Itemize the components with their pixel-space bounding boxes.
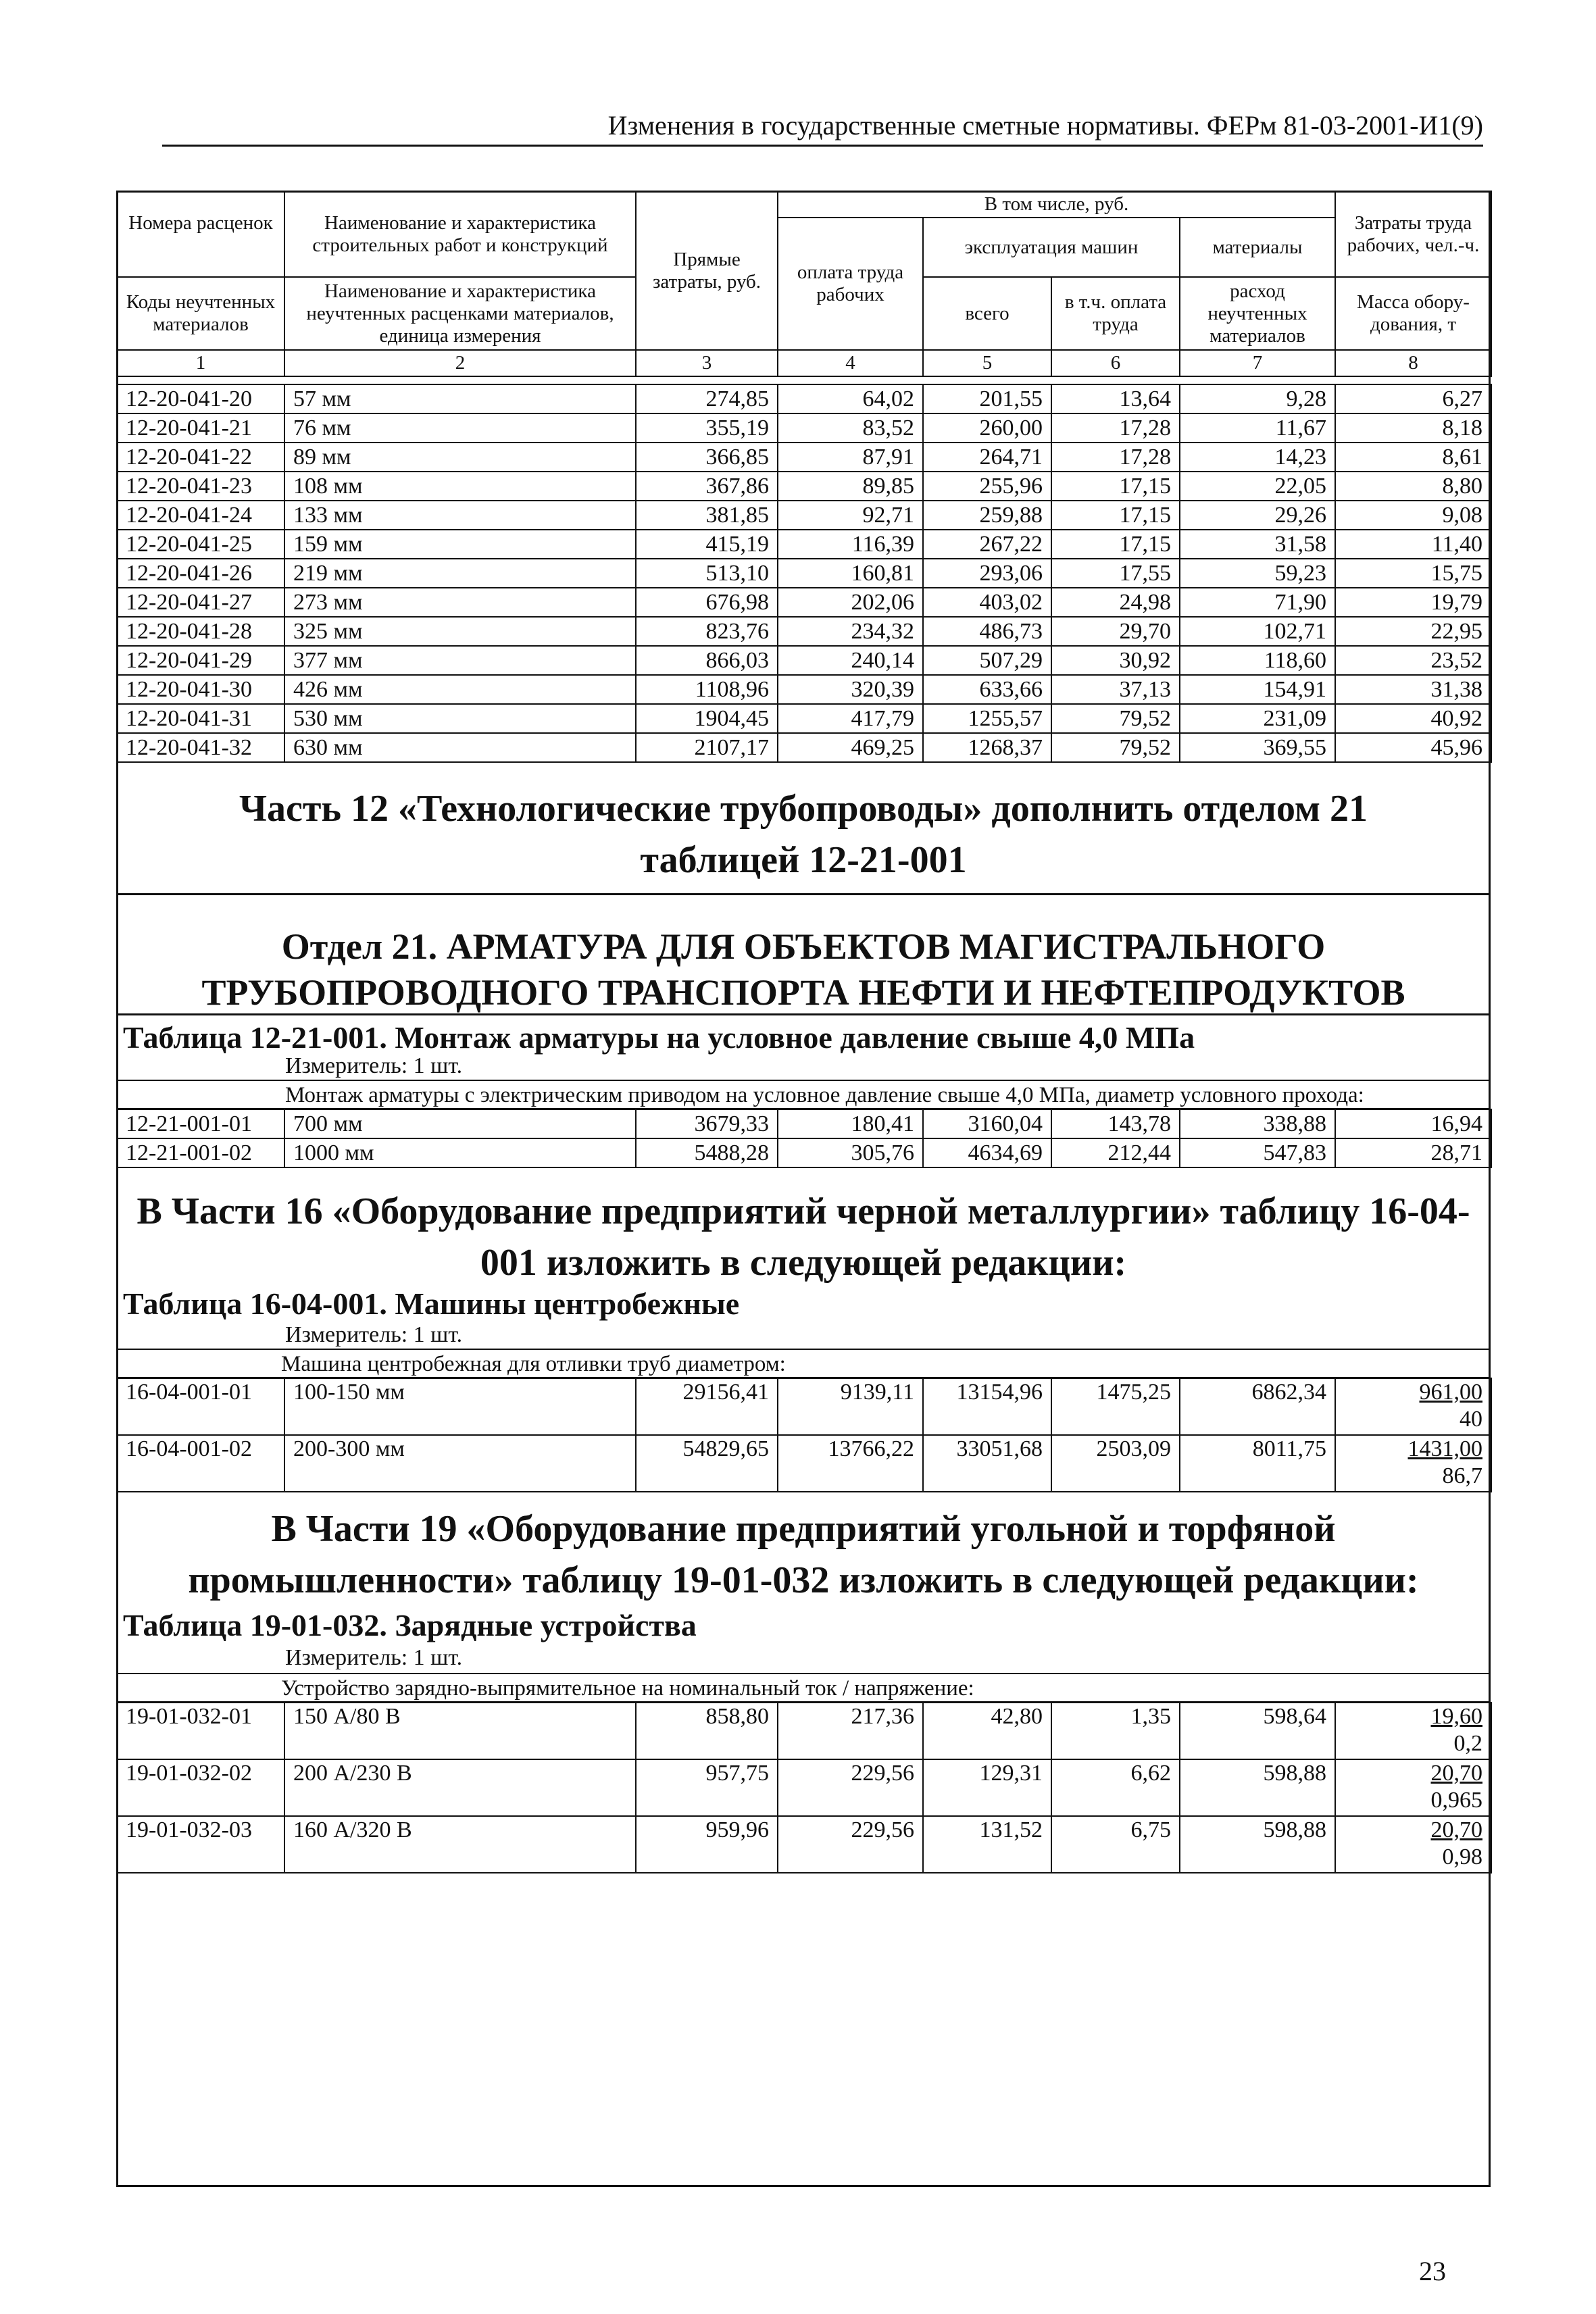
machines-total: 3160,04 (923, 1109, 1051, 1138)
labor-hours: 40,92 (1335, 704, 1491, 733)
col-num-2: 2 (284, 350, 636, 376)
labor-cost: 160,81 (778, 559, 923, 588)
table-19-01-032-meter: Измеритель: 1 шт. (285, 1645, 463, 1670)
direct-cost: 676,98 (636, 588, 778, 617)
materials-cost: 598,64 (1180, 1703, 1335, 1759)
labor-hours (1335, 1759, 1491, 1816)
materials-cost: 598,88 (1180, 1816, 1335, 1873)
work-name: 133 мм (284, 501, 636, 530)
col-num-6: 6 (1051, 350, 1180, 376)
machines-labor: 17,15 (1051, 530, 1180, 559)
rate-code: 12-20-041-31 (117, 704, 284, 733)
table-row (117, 1378, 1491, 1435)
rate-code: 19-01-032-01 (117, 1703, 284, 1759)
machines-labor: 30,92 (1051, 646, 1180, 675)
direct-cost: 29156,41 (636, 1378, 778, 1435)
rate-code: 19-01-032-02 (117, 1759, 284, 1816)
direct-cost: 54829,65 (636, 1435, 778, 1492)
page-number: 23 (1419, 2256, 1446, 2286)
table-row (117, 501, 1491, 530)
labor-cost: 417,79 (778, 704, 923, 733)
materials-header: материалы (1180, 218, 1335, 277)
direct-cost: 823,76 (636, 617, 778, 646)
machines-total: 293,06 (923, 559, 1051, 588)
table-row (117, 1435, 1491, 1492)
labor-hours: 22,95 (1335, 617, 1491, 646)
machines-labor: 13,64 (1051, 384, 1180, 413)
machines-total: 264,71 (923, 443, 1051, 472)
labor-cost: 229,56 (778, 1759, 923, 1816)
materials-cost: 6862,34 (1180, 1378, 1335, 1435)
labor-hours: 8,80 (1335, 472, 1491, 501)
labor-hours (1335, 1378, 1491, 1435)
direct-cost: 415,19 (636, 530, 778, 559)
materials-cost: 154,91 (1180, 675, 1335, 704)
table-12-21-001-title: Таблица 12-21-001. Монтаж арматуры на условное давление свыше 4,0 МПа (123, 1020, 1195, 1055)
table-row (117, 704, 1491, 733)
materials-cost: 11,67 (1180, 413, 1335, 443)
table-12-21-001-meter: Измеритель: 1 шт. (285, 1053, 463, 1078)
work-name: 57 мм (284, 384, 636, 413)
machines-total: 507,29 (923, 646, 1051, 675)
work-name: 1000 мм (284, 1138, 636, 1167)
equipment-mass-value: 0,2 (1453, 1731, 1482, 1756)
col2-bottom-header: Наименование и характеристика неучтенных расценками материалов, единица измерения (284, 277, 636, 350)
labor-hours (1335, 1703, 1491, 1759)
work-name: 108 мм (284, 472, 636, 501)
labor-hours-value: 1431,00 (1407, 1436, 1482, 1461)
work-name: 89 мм (284, 443, 636, 472)
rate-code: 12-20-041-30 (117, 675, 284, 704)
machines-total: 267,22 (923, 530, 1051, 559)
direct-cost: 366,85 (636, 443, 778, 472)
rate-code: 12-20-041-24 (117, 501, 284, 530)
labor-hours: 19,79 (1335, 588, 1491, 617)
table-row (117, 617, 1491, 646)
labor-hours-value: 20,70 (1430, 1817, 1482, 1842)
table-row (117, 1138, 1491, 1167)
materials-cost: 547,83 (1180, 1138, 1335, 1167)
labor-hours: 9,08 (1335, 501, 1491, 530)
direct-cost: 959,96 (636, 1816, 778, 1873)
machines-total: 255,96 (923, 472, 1051, 501)
labor-cost: 64,02 (778, 384, 923, 413)
machines-labor: 37,13 (1051, 675, 1180, 704)
col7-header: расход неучтенных материалов (1180, 277, 1335, 350)
rate-code: 12-20-041-21 (117, 413, 284, 443)
rates-table-12-21-001 (116, 1109, 1492, 1168)
direct-cost: 355,19 (636, 413, 778, 443)
equipment-mass-value: 0,965 (1430, 1788, 1482, 1813)
col1-top-header: Номера расценок (117, 191, 284, 277)
equipment-mass-value: 86,7 (1442, 1463, 1482, 1488)
work-name: 530 мм (284, 704, 636, 733)
table-row (117, 413, 1491, 443)
table-19-01-032-description: Устройство зарядно-выпрямительное на номинальный ток / напряжение: (116, 1673, 1491, 1703)
labor-cost: 180,41 (778, 1109, 923, 1138)
direct-cost: 513,10 (636, 559, 778, 588)
table-row (117, 559, 1491, 588)
col5-header: всего (923, 277, 1051, 350)
machines-total: 13154,96 (923, 1378, 1051, 1435)
machines-total: 1268,37 (923, 733, 1051, 762)
labor-cost: 469,25 (778, 733, 923, 762)
machines-labor: 212,44 (1051, 1138, 1180, 1167)
col-num-7: 7 (1180, 350, 1335, 376)
table-16-04-001-meter: Измеритель: 1 шт. (285, 1322, 463, 1347)
rate-code: 12-20-041-26 (117, 559, 284, 588)
work-name: 159 мм (284, 530, 636, 559)
work-name: 325 мм (284, 617, 636, 646)
labor-hours: 8,61 (1335, 443, 1491, 472)
labor-hours: 28,71 (1335, 1138, 1491, 1167)
materials-cost: 8011,75 (1180, 1435, 1335, 1492)
labor-hours-value: 20,70 (1430, 1761, 1482, 1786)
table-16-04-001-title: Таблица 16-04-001. Машины центробежные (123, 1286, 740, 1321)
labor-hours: 11,40 (1335, 530, 1491, 559)
rate-code: 12-20-041-20 (117, 384, 284, 413)
labor-cost: 13766,22 (778, 1435, 923, 1492)
table-row (117, 530, 1491, 559)
labor-cost: 305,76 (778, 1138, 923, 1167)
materials-cost: 118,60 (1180, 646, 1335, 675)
machines-total: 633,66 (923, 675, 1051, 704)
table-row (117, 588, 1491, 617)
labor-hours: 23,52 (1335, 646, 1491, 675)
part16-heading-line1: В Части 16 «Оборудование предприятий черной металлургии» таблицу 16-04- (136, 1190, 1470, 1232)
col2-top-header: Наименование и характеристика строительных работ и конструкций (284, 191, 636, 277)
col-num-3: 3 (636, 350, 778, 376)
direct-cost: 866,03 (636, 646, 778, 675)
rate-code: 12-20-041-25 (117, 530, 284, 559)
labor-cost: 9139,11 (778, 1378, 923, 1435)
machines-labor: 24,98 (1051, 588, 1180, 617)
labor-cost: 234,32 (778, 617, 923, 646)
labor-cost: 83,52 (778, 413, 923, 443)
work-name: 150 А/80 В (284, 1703, 636, 1759)
rates-table-16-04-001 (116, 1378, 1492, 1492)
work-name: 700 мм (284, 1109, 636, 1138)
table-row (117, 472, 1491, 501)
col-num-5: 5 (923, 350, 1051, 376)
col8-bottom-header: Масса обору-дования, т (1335, 277, 1491, 350)
work-name: 426 мм (284, 675, 636, 704)
machines-total: 260,00 (923, 413, 1051, 443)
table-12-21-001-description: Монтаж арматуры с электрическим приводом на условное давление свыше 4,0 МПа, диаметр условного прохода: (116, 1080, 1491, 1109)
machines-labor: 79,52 (1051, 704, 1180, 733)
equipment-mass-value: 40 (1460, 1407, 1482, 1432)
incl-header: В том числе, руб. (778, 191, 1335, 218)
machines-labor: 6,62 (1051, 1759, 1180, 1816)
direct-cost: 1108,96 (636, 675, 778, 704)
direct-cost: 3679,33 (636, 1109, 778, 1138)
work-name: 219 мм (284, 559, 636, 588)
col-num-4: 4 (778, 350, 923, 376)
table-row (117, 733, 1491, 762)
part12-heading-line2: таблицей 12-21-001 (640, 839, 967, 881)
materials-cost: 9,28 (1180, 384, 1335, 413)
machines-labor: 17,28 (1051, 413, 1180, 443)
machines-labor: 17,55 (1051, 559, 1180, 588)
rate-code: 16-04-001-01 (117, 1378, 284, 1435)
rates-table-12-20-041 (116, 384, 1492, 763)
direct-cost: 2107,17 (636, 733, 778, 762)
direct-cost: 957,75 (636, 1759, 778, 1816)
machines-labor: 17,15 (1051, 501, 1180, 530)
direct-cost: 381,85 (636, 501, 778, 530)
rate-code: 12-21-001-01 (117, 1109, 284, 1138)
divider (116, 893, 1491, 895)
labor-cost: 202,06 (778, 588, 923, 617)
rate-code: 12-20-041-27 (117, 588, 284, 617)
work-name: 630 мм (284, 733, 636, 762)
machines-total: 403,02 (923, 588, 1051, 617)
machines-total: 131,52 (923, 1816, 1051, 1873)
machines-total: 4634,69 (923, 1138, 1051, 1167)
labor-cost: 217,36 (778, 1703, 923, 1759)
work-name: 200 А/230 В (284, 1759, 636, 1816)
machines-labor: 1475,25 (1051, 1378, 1180, 1435)
work-name: 273 мм (284, 588, 636, 617)
work-name: 76 мм (284, 413, 636, 443)
table-row (117, 1703, 1491, 1759)
col6-header: в т.ч. оплата труда (1051, 277, 1180, 350)
direct-cost: 858,80 (636, 1703, 778, 1759)
labor-hours: 8,18 (1335, 413, 1491, 443)
col3-header: Прямые затраты, руб. (636, 191, 778, 350)
machines-total: 129,31 (923, 1759, 1051, 1816)
materials-cost: 102,71 (1180, 617, 1335, 646)
work-name: 200-300 мм (284, 1435, 636, 1492)
labor-cost: 229,56 (778, 1816, 923, 1873)
machines-total: 33051,68 (923, 1435, 1051, 1492)
direct-cost: 5488,28 (636, 1138, 778, 1167)
rates-table-19-01-032 (116, 1702, 1492, 1873)
column-header-table (116, 191, 1492, 377)
materials-cost: 29,26 (1180, 501, 1335, 530)
labor-hours: 16,94 (1335, 1109, 1491, 1138)
col-num-1: 1 (117, 350, 284, 376)
labor-hours: 6,27 (1335, 384, 1491, 413)
labor-cost: 89,85 (778, 472, 923, 501)
table-16-04-001-description: Машина центробежная для отливки труб диаметром: (116, 1349, 1491, 1378)
materials-cost: 14,23 (1180, 443, 1335, 472)
machines-total: 1255,57 (923, 704, 1051, 733)
machines-labor: 17,15 (1051, 472, 1180, 501)
equipment-mass-value: 0,98 (1442, 1844, 1482, 1869)
labor-hours (1335, 1435, 1491, 1492)
machines-total: 486,73 (923, 617, 1051, 646)
table-row (117, 646, 1491, 675)
materials-cost: 231,09 (1180, 704, 1335, 733)
materials-cost: 369,55 (1180, 733, 1335, 762)
labor-cost: 116,39 (778, 530, 923, 559)
part19-heading-line2: промышленности» таблицу 19-01-032 изложить в следующей редакции: (188, 1559, 1419, 1601)
table-row (117, 1109, 1491, 1138)
machines-labor: 29,70 (1051, 617, 1180, 646)
machines-labor: 1,35 (1051, 1703, 1180, 1759)
work-name: 160 А/320 В (284, 1816, 636, 1873)
labor-cost: 320,39 (778, 675, 923, 704)
labor-hours (1335, 1816, 1491, 1873)
col-num-8: 8 (1335, 350, 1491, 376)
labor-hours-value: 19,60 (1430, 1704, 1482, 1729)
rate-code: 12-20-041-23 (117, 472, 284, 501)
rate-code: 19-01-032-03 (117, 1816, 284, 1873)
materials-cost: 71,90 (1180, 588, 1335, 617)
table-row (117, 1759, 1491, 1816)
divider (116, 1013, 1491, 1015)
table-row (117, 675, 1491, 704)
machines-labor: 79,52 (1051, 733, 1180, 762)
rate-code: 12-20-041-29 (117, 646, 284, 675)
col1-bottom-header: Коды неучтенных материалов (117, 277, 284, 350)
machines-total: 201,55 (923, 384, 1051, 413)
materials-cost: 59,23 (1180, 559, 1335, 588)
direct-cost: 274,85 (636, 384, 778, 413)
labor-hours: 31,38 (1335, 675, 1491, 704)
machines-labor: 6,75 (1051, 1816, 1180, 1873)
table-row (117, 384, 1491, 413)
table-row (117, 443, 1491, 472)
machines-total: 42,80 (923, 1703, 1051, 1759)
materials-cost: 31,58 (1180, 530, 1335, 559)
direct-cost: 1904,45 (636, 704, 778, 733)
machines-labor: 17,28 (1051, 443, 1180, 472)
labor-cost: 240,14 (778, 646, 923, 675)
machines-total: 259,88 (923, 501, 1051, 530)
labor-hours-value: 961,00 (1419, 1380, 1482, 1405)
running-header: Изменения в государственные сметные нормативы. ФЕРм 81-03-2001-И1(9) (162, 108, 1483, 147)
table-19-01-032-title: Таблица 19-01-032. Зарядные устройства (123, 1608, 697, 1642)
machines-labor: 2503,09 (1051, 1435, 1180, 1492)
part16-heading-line2: 001 изложить в следующей редакции: (480, 1242, 1127, 1284)
materials-cost: 22,05 (1180, 472, 1335, 501)
rate-code: 12-21-001-02 (117, 1138, 284, 1167)
part12-heading-line1: Часть 12 «Технологические трубопроводы» дополнить отделом 21 (239, 788, 1368, 830)
labor-cost: 92,71 (778, 501, 923, 530)
labor-hours: 15,75 (1335, 559, 1491, 588)
rate-code: 12-20-041-32 (117, 733, 284, 762)
materials-cost: 598,88 (1180, 1759, 1335, 1816)
col4-header: оплата труда рабочих (778, 218, 923, 350)
table-row (117, 1816, 1491, 1873)
machines-labor: 143,78 (1051, 1109, 1180, 1138)
rate-code: 12-20-041-22 (117, 443, 284, 472)
direct-cost: 367,86 (636, 472, 778, 501)
section21-heading-line1: Отдел 21. АРМАТУРА ДЛЯ ОБЪЕКТОВ МАГИСТРАЛЬНОГО (281, 926, 1326, 967)
col8-top-header: Затраты труда рабочих, чел.-ч. (1335, 191, 1491, 277)
materials-cost: 338,88 (1180, 1109, 1335, 1138)
labor-cost: 87,91 (778, 443, 923, 472)
section21-heading-line2: ТРУБОПРОВОДНОГО ТРАНСПОРТА НЕФТИ И НЕФТЕПРОДУКТОВ (201, 972, 1405, 1013)
part19-heading-line1: В Части 19 «Оборудование предприятий угольной и торфяной (271, 1508, 1336, 1550)
rate-code: 16-04-001-02 (117, 1435, 284, 1492)
machines-header: эксплуатация машин (923, 218, 1180, 277)
work-name: 377 мм (284, 646, 636, 675)
work-name: 100-150 мм (284, 1378, 636, 1435)
rate-code: 12-20-041-28 (117, 617, 284, 646)
labor-hours: 45,96 (1335, 733, 1491, 762)
